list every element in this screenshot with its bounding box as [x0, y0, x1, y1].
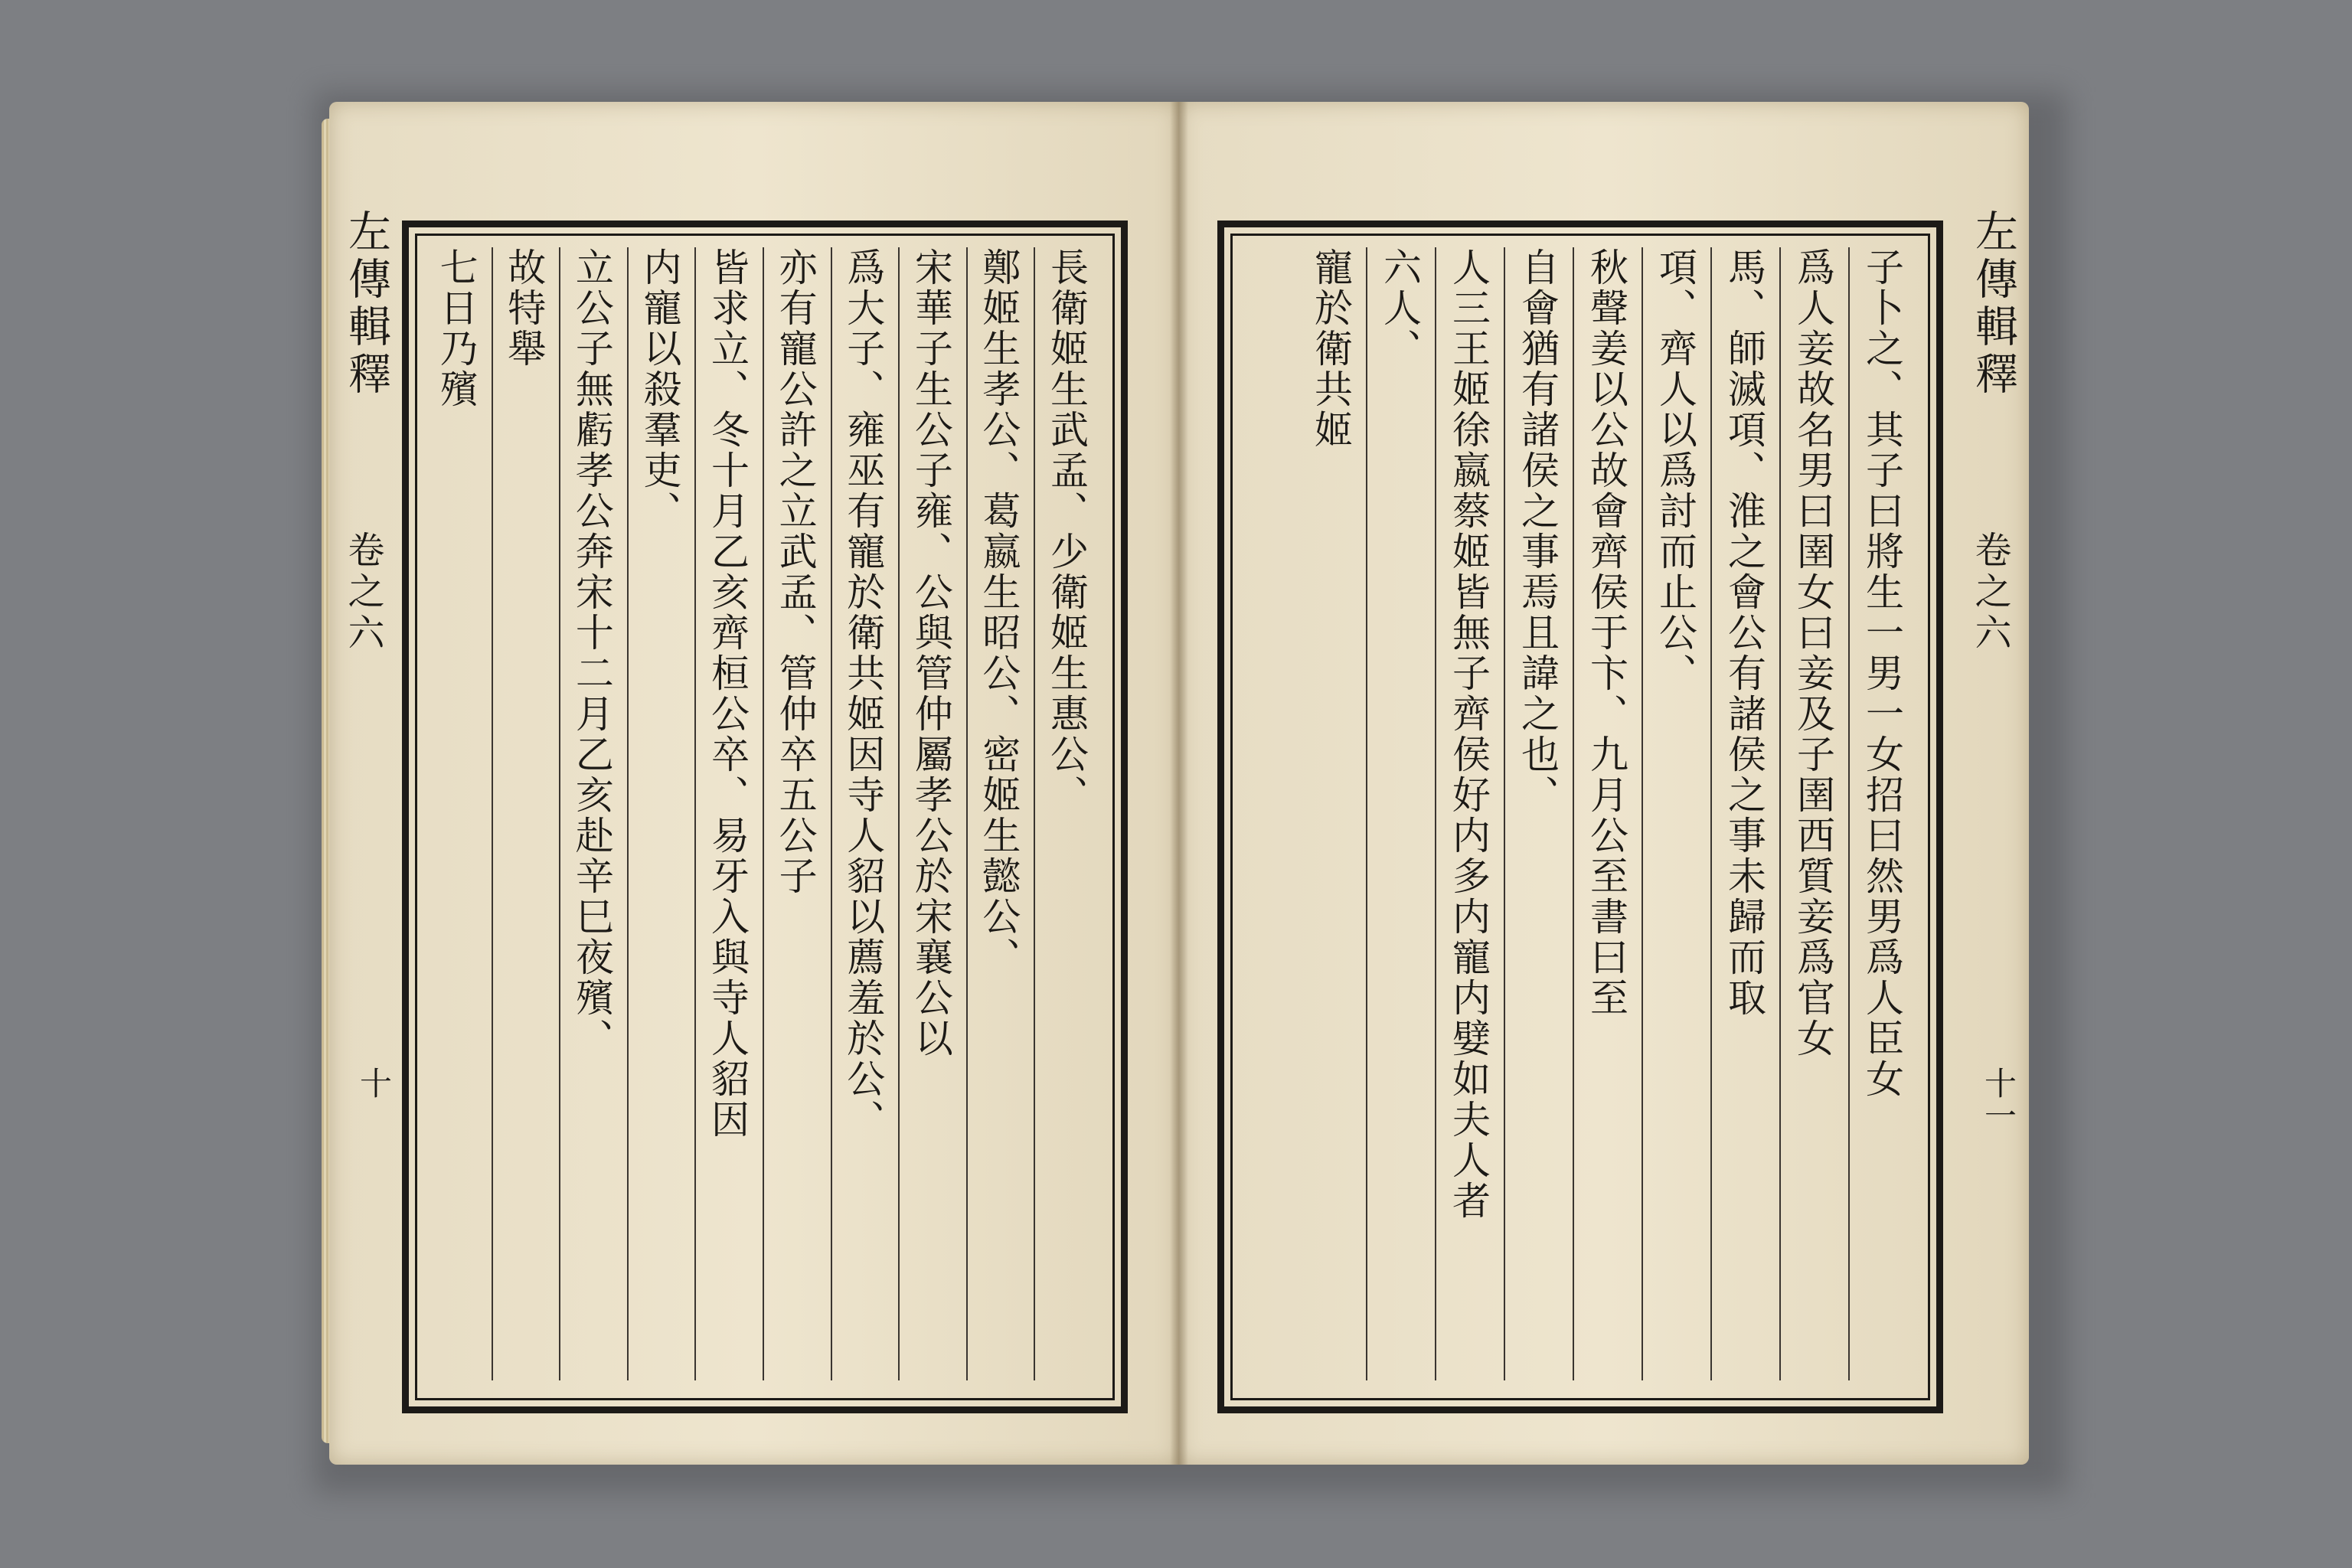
text-column: 長衛姬生武孟、少衛姬生惠公、	[1034, 247, 1099, 1380]
text-column: 爲人妾故名男曰圉女曰妾及子圉西質妾爲官女	[1779, 247, 1845, 1380]
left-folio: 十	[355, 1067, 393, 1099]
text-column: 人三王姬徐嬴蔡姬皆無子齊侯好内多内寵内嬖如夫人者	[1435, 247, 1501, 1380]
left-margin-title: 左傳輯釋	[341, 209, 391, 399]
text-column: 秋聲姜以公故會齊侯于卞、九月公至書曰至	[1573, 247, 1638, 1380]
right-folio: 十一	[1980, 1067, 2017, 1131]
left-page	[329, 102, 1179, 1465]
text-column: 寵於衛共姬	[1308, 247, 1353, 450]
text-column: 爲大子、雍巫有寵於衛共姬因寺人貂以薦羞於公、	[831, 247, 896, 1380]
right-page	[1179, 102, 2029, 1465]
right-text-columns	[1240, 247, 1914, 1380]
text-column: 自會猶有諸侯之事焉且諱之也、	[1504, 247, 1570, 1380]
text-column: 故特舉	[492, 247, 557, 1380]
right-margin-volume: 卷之六	[1968, 531, 2011, 655]
text-column: 皆求立、冬十月乙亥齊桓公卒、易牙入與寺人貂因	[694, 247, 760, 1380]
left-margin-volume: 卷之六	[341, 531, 384, 655]
right-margin-title: 左傳輯釋	[1968, 209, 2018, 399]
left-text-columns	[425, 247, 1099, 1380]
text-column: 鄭姬生孝公、葛嬴生昭公、密姬生懿公、	[966, 247, 1031, 1380]
text-column: 内寵以殺羣吏、	[627, 247, 692, 1380]
text-column: 項、齊人以爲討而止公、	[1642, 247, 1707, 1380]
text-column: 七日乃殯	[433, 247, 479, 410]
text-column: 立公子無虧孝公奔宋十二月乙亥赴辛巳夜殯、	[559, 247, 624, 1380]
text-column: 馬、師滅項、淮之會公有諸侯之事未歸而取	[1710, 247, 1776, 1380]
open-book	[322, 96, 2029, 1474]
text-column: 六人、	[1366, 247, 1432, 1380]
text-column: 子卜之、其子曰將生一男一女招曰然男爲人臣女	[1848, 247, 1914, 1380]
book-gutter	[1170, 102, 1188, 1465]
text-column: 亦有寵公許之立武孟、管仲卒五公子	[763, 247, 828, 1380]
text-column: 宋華子生公子雍、公與管仲屬孝公於宋襄公以	[898, 247, 963, 1380]
